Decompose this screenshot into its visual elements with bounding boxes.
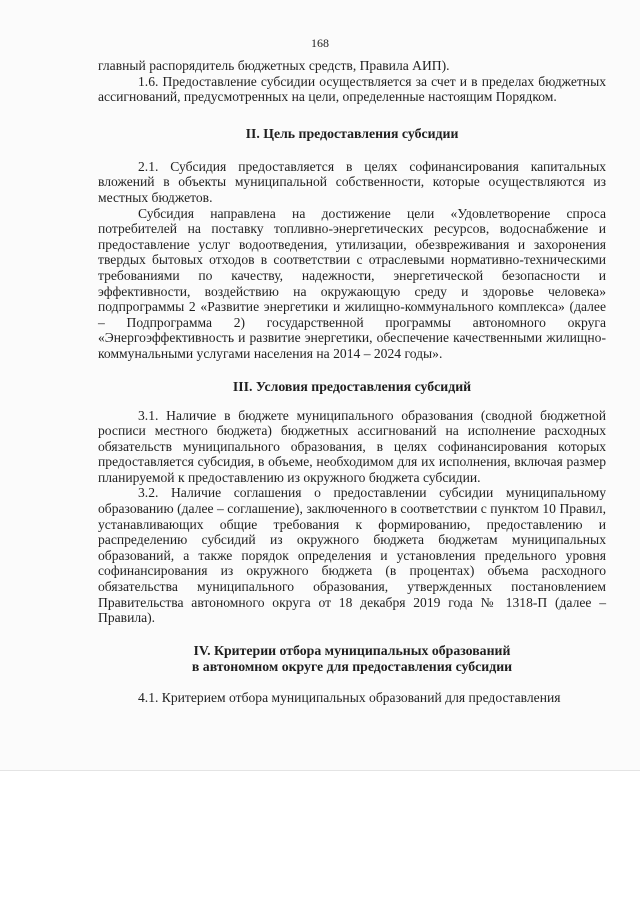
section-4-heading-line-1: IV. Критерии отбора муниципальных образований	[193, 642, 511, 658]
paragraph-3-1: 3.1. Наличие в бюджете муниципального образования (сводной бюджетной росписи местного бюджета) бюджетных ассигнований на исполнение расходных обязательств муниципального образования, в целях софинансирования которых предоставляется субсидия, в объеме, необходимом для их исполнения, включая размер планируемой к предоставлению из окружного бюджета субсидии.	[98, 407, 606, 485]
blank-scan-margin	[0, 770, 640, 905]
document-body	[98, 58, 606, 705]
paragraph-1-6: 1.6. Предоставление субсидии осуществляется за счет и в пределах бюджетных ассигнований, предусмотренных на цели, определенные настоящим Порядком.	[98, 73, 606, 105]
section-4-heading	[98, 643, 606, 675]
page-number: 168	[311, 36, 329, 50]
section-3-heading: III. Условия предоставления субсидий	[232, 378, 472, 394]
section-2-heading: II. Цель предоставления субсидии	[245, 125, 459, 141]
paragraph-2-1: 2.1. Субсидия предоставляется в целях софинансирования капитальных вложений в объекты муниципальной собственности, которые осуществляются из местных бюджетов.	[98, 158, 606, 205]
paragraph-continuation: главный распорядитель бюджетных средств, Правила АИП).	[98, 58, 450, 73]
paragraph-2-1-goal: Субсидия направлена на достижение цели «Удовлетворение спроса потребителей на поставку топливно-энергетических ресурсов, водоснабжение и предоставление услуг водоотведения, утилизации, обезвреживания и захоронения твердых бытовых отходов в соответствии с отраслевыми нормативно-техническими требованиями по качеству, надежности, энергетической безопасности и эффективности, воздействию на окружающую среду и здоровье человека» подпрограммы 2 «Развитие энергетики и жилищно-коммунального комплекса» (далее – Подпрограмма 2) государственной программы автономного округа «Энергоэффективность и развитие энергетики, обеспечение качественными жилищно-коммунальными услугами населения на 2014 – 2024 годы».	[98, 205, 606, 361]
paragraph-3-2: 3.2. Наличие соглашения о предоставлении субсидии муниципальному образованию (далее – соглашение), заключенного в соответствии с пунктом 10 Правил, устанавливающих общие требования к формированию, предоставлению и распределению субсидий из окружного бюджета бюджетам муниципальных образований, а также порядок определения и установления предельного уровня софинансирования из окружного бюджета (в процентах) объема расходного обязательства муниципального образования, утвержденных постановлением Правительства автономного округа от 18 декабря 2019 года № 1318-П (далее – Правила).	[98, 485, 606, 626]
section-4-heading-line-2: в автономном округе для предоставления субсидии	[191, 658, 513, 674]
paragraph-4-1: 4.1. Критерием отбора муниципальных образований для предоставления	[138, 689, 561, 705]
